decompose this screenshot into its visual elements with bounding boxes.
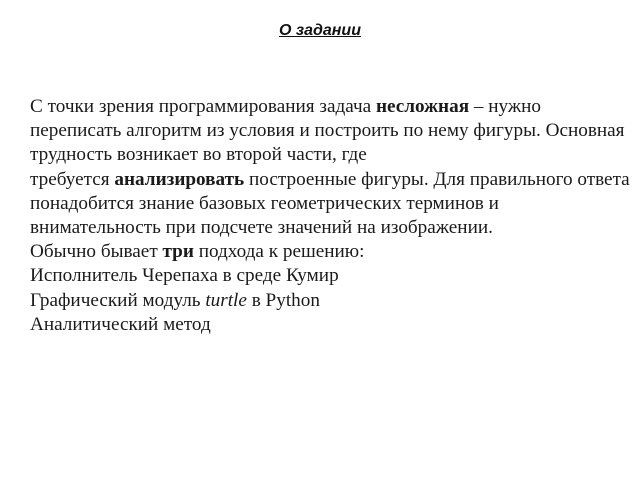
approach-item-analytic: Аналитический метод <box>30 313 211 335</box>
intro-text-3: требуется <box>30 168 115 190</box>
approaches-intro <box>30 240 630 264</box>
intro-text-4: построенные фигуры. Для правильного ответа понадобится знание базовых геометрических терминов и внимательность при подсчете значений на изображении. <box>30 168 630 239</box>
intro-paragraph-line-a <box>30 95 630 168</box>
approach-item-kumir: Исполнитель Черепаха в среде Кумир <box>30 265 339 287</box>
page-title: О задании <box>279 22 361 39</box>
approach-suffix: в Python <box>246 289 320 311</box>
approach-item-python-turtle <box>30 289 630 313</box>
emphasis-analizirovat: анализировать <box>114 168 245 190</box>
intro-paragraph-line-b <box>30 168 630 241</box>
approaches-text-2: подхода к решению: <box>193 241 365 263</box>
approach-prefix: Графический модуль <box>30 289 206 311</box>
intro-text-2: – нужно переписать алгоритм из условия и построить по нему фигуры. Основная трудность возникает во второй части, где <box>30 96 625 166</box>
emphasis-tri: три <box>162 241 194 263</box>
intro-text-1: С точки зрения программирования задача <box>30 96 376 117</box>
body-text <box>30 95 630 337</box>
approaches-text-1: Обычно бывает <box>30 241 163 263</box>
turtle-module-name: turtle <box>205 289 247 311</box>
emphasis-nesloznaya: несложная <box>375 96 470 117</box>
